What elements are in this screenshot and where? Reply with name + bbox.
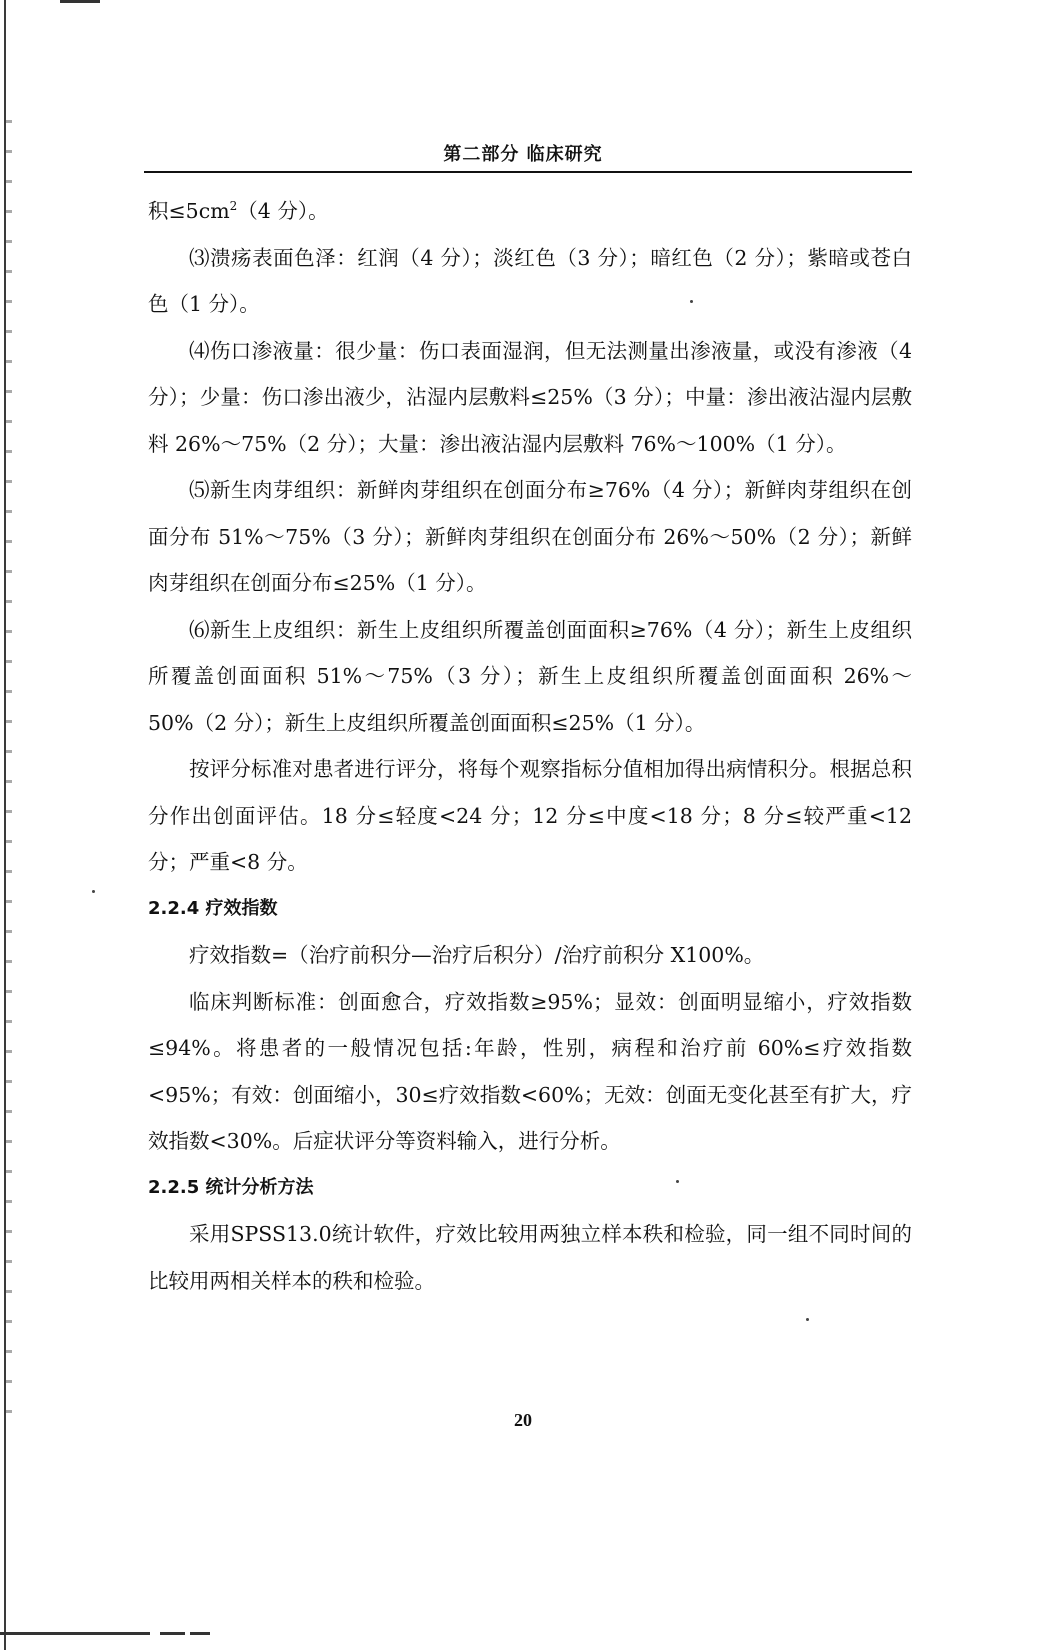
section-heading-statistics: 2.2.5 统计分析方法 xyxy=(148,1176,314,1198)
running-header-title: 第二部分 临床研究 xyxy=(443,144,603,165)
scan-speck xyxy=(690,300,693,303)
paragraph-statistics-method: 采用SPSS13.0统计软件，疗效比较用两独立样本秩和检验，同一组不同时间的比较用两相关样本的秩和检验。 xyxy=(148,1222,912,1293)
scan-speck xyxy=(676,1180,679,1183)
header-rule xyxy=(144,171,912,173)
paragraph-area-score: （4 分）。 xyxy=(237,199,329,223)
paragraph-clinical-criteria: 临床判断标准：创面愈合，疗效指数≥95%；显效：创面明显缩小，疗效指数≤94%。将患者的一般情况包括:年龄，性别，病程和治疗前 60%≤疗效指数<95%；有效：创面缩小，30≤疗效指数<60%；无效：创面无变化甚至有扩大，疗效指数<30%。后症状评分等资料输入，进行分析。 xyxy=(148,989,912,1153)
paragraph-area-text: 积≤5cm xyxy=(148,199,230,223)
scan-top-mark xyxy=(60,0,100,3)
scan-speck xyxy=(806,1318,809,1321)
page-number: 20 xyxy=(514,1410,532,1430)
paragraph-granulation-tissue: ⑸新生肉芽组织：新鲜肉芽组织在创面分布≥76%（4 分）；新鲜肉芽组织在创面分布 51%～75%（3 分）；新鲜肉芽组织在创面分布 26%～50%（2 分）；新鲜肉芽组织在创面分布≤25%（1 分）。 xyxy=(148,478,912,595)
paragraph-epithelial-tissue: ⑹新生上皮组织：新生上皮组织所覆盖创面面积≥76%（4 分）；新生上皮组织所覆盖创面面积 51%～75%（3 分）；新生上皮组织所覆盖创面面积 26%～50%（2 分）；新生上皮组织所覆盖创面面积≤25%（1 分）。 xyxy=(148,617,912,735)
page-body xyxy=(148,188,912,1304)
paragraph-scoring-rule: 按评分标准对患者进行评分，将每个观察指标分值相加得出病情积分。根据总积分作出创面评估。18 分≤轻度<24 分；12 分≤中度<18 分；8 分≤较严重<12 分；严重<8 分。 xyxy=(148,757,912,874)
section-heading-efficacy-index: 2.2.4 疗效指数 xyxy=(148,897,278,919)
paragraph-area-continued xyxy=(148,188,912,235)
superscript-square: 2 xyxy=(229,199,238,214)
scan-bottom-rule xyxy=(0,1632,210,1635)
scan-speck xyxy=(92,890,95,893)
paragraph-efficacy-formula: 疗效指数=（治疗前积分—治疗后积分）/治疗前积分 X100%。 xyxy=(189,943,765,967)
paragraph-ulcer-color: ⑶溃疡表面色泽：红润（4 分）；淡红色（3 分）；暗红色（2 分）；紫暗或苍白色（1 分）。 xyxy=(148,245,912,316)
scan-left-edge-ticks xyxy=(6,120,12,1420)
paragraph-exudate-volume: ⑷伤口渗液量：很少量：伤口表面湿润，但无法测量出渗液量，或没有渗液（4 分）；少量：伤口渗出液少，沾湿内层敷料≤25%（3 分）；中量：渗出液沾湿内层敷料 26%～75%（2 分）；大量：渗出液沾湿内层敷料 76%～100%（1 分）。 xyxy=(148,338,912,456)
